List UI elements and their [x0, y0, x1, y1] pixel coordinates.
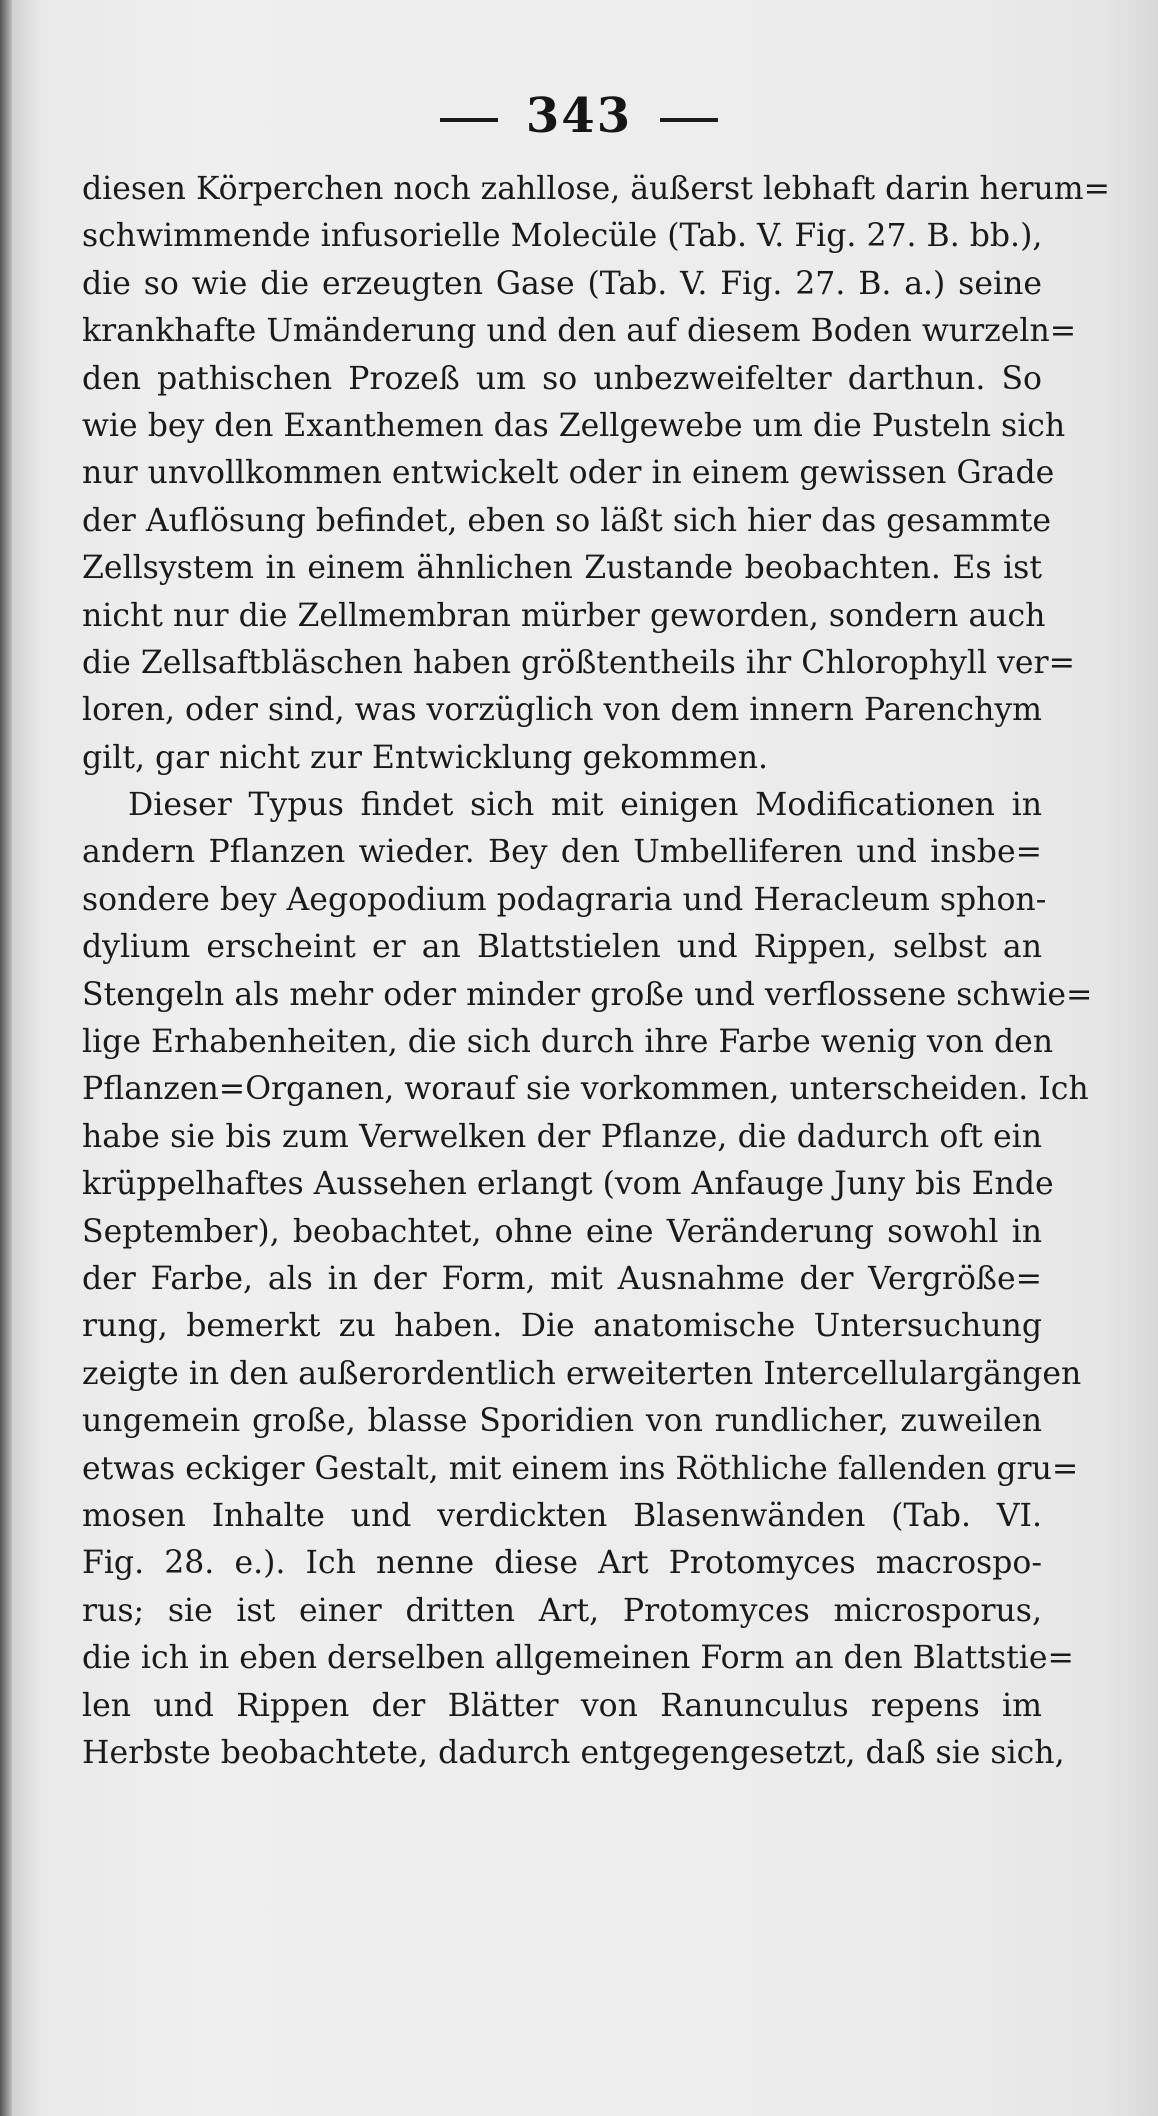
text-line: September), beobachtet, ohne eine Veränderung sowohl in [82, 1213, 1042, 1250]
header-dash-right [660, 118, 718, 122]
text-line: Pflanzen=Organen, worauf sie vorkommen, unterscheiden. Ich [82, 1071, 1089, 1108]
text-line: wie bey den Exanthemen das Zellgewebe um die Pusteln sich [82, 407, 1066, 444]
text-line: schwimmende infusorielle Molecüle (Tab. V. Fig. 27. B. bb.), [82, 218, 1043, 255]
text-line: zeigte in den außerordentlich erweiterten Intercellulargängen [82, 1355, 1082, 1392]
text-line: mosen Inhalte und verdickten Blasenwänden (Tab. VI. [82, 1497, 1042, 1534]
text-line: lige Erhabenheiten, die sich durch ihre Farbe wenig von den [82, 1024, 1054, 1061]
text-line: Dieser Typus findet sich mit einigen Modificationen in [128, 787, 1042, 824]
text-line: die so wie die erzeugten Gase (Tab. V. Fig. 27. B. a.) seine [82, 265, 1042, 302]
text-line: nur unvollkommen entwickelt oder in einem gewissen Grade [82, 455, 1055, 492]
body-text [82, 166, 1111, 1777]
text-line: rung, bemerkt zu haben. Die anatomische Untersuchung [82, 1308, 1042, 1345]
text-line: krüppelhaftes Aussehen erlangt (vom Anfauge Juny bis Ende [82, 1166, 1054, 1203]
text-line: der Auflösung befindet, eben so läßt sich hier das gesammte [82, 502, 1052, 539]
text-line: len und Rippen der Blätter von Ranunculus repens im [82, 1687, 1042, 1724]
text-line: Fig. 28. e.). Ich nenne diese Art Protomyces macrospo- [82, 1545, 1042, 1582]
text-line: Zellsystem in einem ähnlichen Zustande beobachten. Es ist [82, 550, 1042, 587]
text-line: diesen Körperchen noch zahllose, äußerst lebhaft darin herum= [82, 171, 1111, 207]
page-header [0, 88, 1158, 144]
text-line: nicht nur die Zellmembran mürber geworden, sondern auch [82, 597, 1046, 634]
text-line: Herbste beobachtete, dadurch entgegengesetzt, daß sie sich, [82, 1734, 1065, 1771]
text-line: ungemein große, blasse Sporidien von rundlicher, zuweilen [82, 1403, 1042, 1440]
text-line: krankhafte Umänderung und den auf diesem Boden wurzeln= [82, 313, 1077, 350]
text-line: die Zellsaftbläschen haben größtentheils ihr Chlorophyll ver= [82, 644, 1075, 681]
text-line: den pathischen Prozeß um so unbezweifelter darthun. So [82, 360, 1042, 397]
header-dash-left [440, 118, 498, 122]
text-line: Stengeln als mehr oder minder große und verflossene schwie= [82, 976, 1093, 1013]
text-line: loren, oder sind, was vorzüglich von dem innern Parenchym [82, 692, 1043, 729]
text-line: rus; sie ist einer dritten Art, Protomyces microsporus, [82, 1592, 1042, 1629]
text-line: gilt, gar nicht zur Entwicklung gekommen. [82, 739, 769, 776]
page-number: 343 [525, 88, 633, 144]
text-line: habe sie bis zum Verwelken der Pflanze, die dadurch oft ein [82, 1118, 1042, 1155]
text-line: etwas eckiger Gestalt, mit einem ins Röthliche fallenden gru= [82, 1450, 1079, 1487]
text-line: der Farbe, als in der Form, mit Ausnahme der Vergröße= [82, 1260, 1042, 1297]
text-line: die ich in eben derselben allgemeinen Form an den Blattstie= [82, 1640, 1074, 1677]
text-line: sondere bey Aegopodium podagraria und Heracleum sphon- [82, 881, 1047, 918]
text-line: dylium erscheint er an Blattstielen und Rippen, selbst an [82, 929, 1042, 966]
page-gutter-shadow [0, 0, 12, 2116]
text-line: andern Pflanzen wieder. Bey den Umbelliferen und insbe= [82, 834, 1042, 871]
